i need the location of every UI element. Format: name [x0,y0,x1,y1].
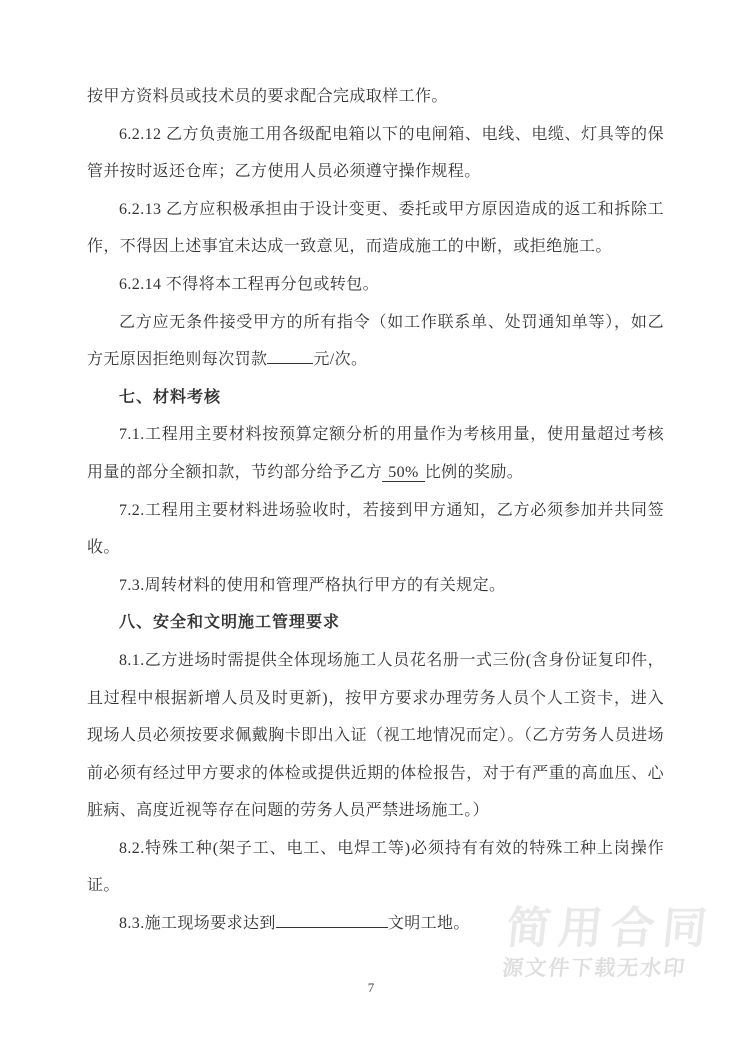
clause-8-3 [87,905,664,943]
clause-6-2-12: 6.2.12 乙方负责施工用各级配电箱以下的电闸箱、电线、电缆、灯具等的保管并按时返还仓库；乙方使用人员必须遵守操作规程。 [87,125,664,181]
penalty-amount-blank-field [267,349,313,364]
watermark-brand-text: 简用合同 [503,904,718,953]
civilized-site-grade-blank-field [276,913,388,928]
clause-8-3-tail: 文明工地。 [387,915,470,933]
clause-6-2-14: 6.2.14 不得将本工程再分包或转包。 [119,275,380,293]
section-heading-8-safety-civilized-construction: 八、安全和文明施工管理要求 [119,614,341,632]
clause-penalty-text: 乙方应无条件接受甲方的所有指令（如工作联系单、处罚通知单等），如乙方无原因拒绝则每次罚款 [87,313,664,369]
page-number: 7 [367,980,375,995]
clause-7-1-text: 7.1.工程用主要材料按预算定额分析的用量作为考核用量，使用量超过考核用量的部分全额扣款，节约部分给予乙方 [87,426,664,481]
paragraph-sampling-work: 按甲方资料员或技术员的要求配合完成取样工作。 [87,88,448,105]
clause-8-2: 8.2.特殊工种(架子工、电工、电焊工等)必须持有有效的特殊工种上岗操作证。 [87,839,664,895]
clause-6-2-13: 6.2.13 乙方应积极承担由于设计变更、委托或甲方原因造成的返工和拆除工作，不得因上述事宜未达成一致意见，而造成施工的中断，或拒绝施工。 [87,200,664,256]
clause-penalty-unit: 元/次。 [313,351,368,369]
reward-percentage-value: 50% [382,464,425,482]
clause-8-3-text: 8.3.施工现场要求达到 [119,915,276,933]
clause-7-3: 7.3.周转材料的使用和管理严格执行甲方的有关规定。 [119,576,506,594]
document-body [87,0,664,943]
clause-7-2: 7.2.工程用主要材料进场验收时，若接到甲方通知，乙方必须参加并共同签收。 [87,501,664,557]
section-heading-7-material-assessment: 七、材料考核 [119,388,222,406]
clause-7-1 [87,416,664,491]
clause-penalty [87,304,664,379]
clause-8-1: 8.1.乙方进场时需提供全体现场施工人员花名册一式三份(含身份证复印件，且过程中根据新增人员及时更新)，按甲方要求办理劳务人员个人工资卡，进入现场人员必须按要求佩戴胸卡即出入证（视工地情况而定）。（乙方劳务人员进场前必须有经过甲方要求的体检或提供近期的体检报告，对于有严重的高血压、心脏病、高度近视等存在问题的劳务人员严禁进场施工。） [87,651,664,820]
watermark-tagline-text: 源文件下载无水印 [501,957,688,980]
clause-7-1-tail: 比例的奖励。 [424,463,524,481]
